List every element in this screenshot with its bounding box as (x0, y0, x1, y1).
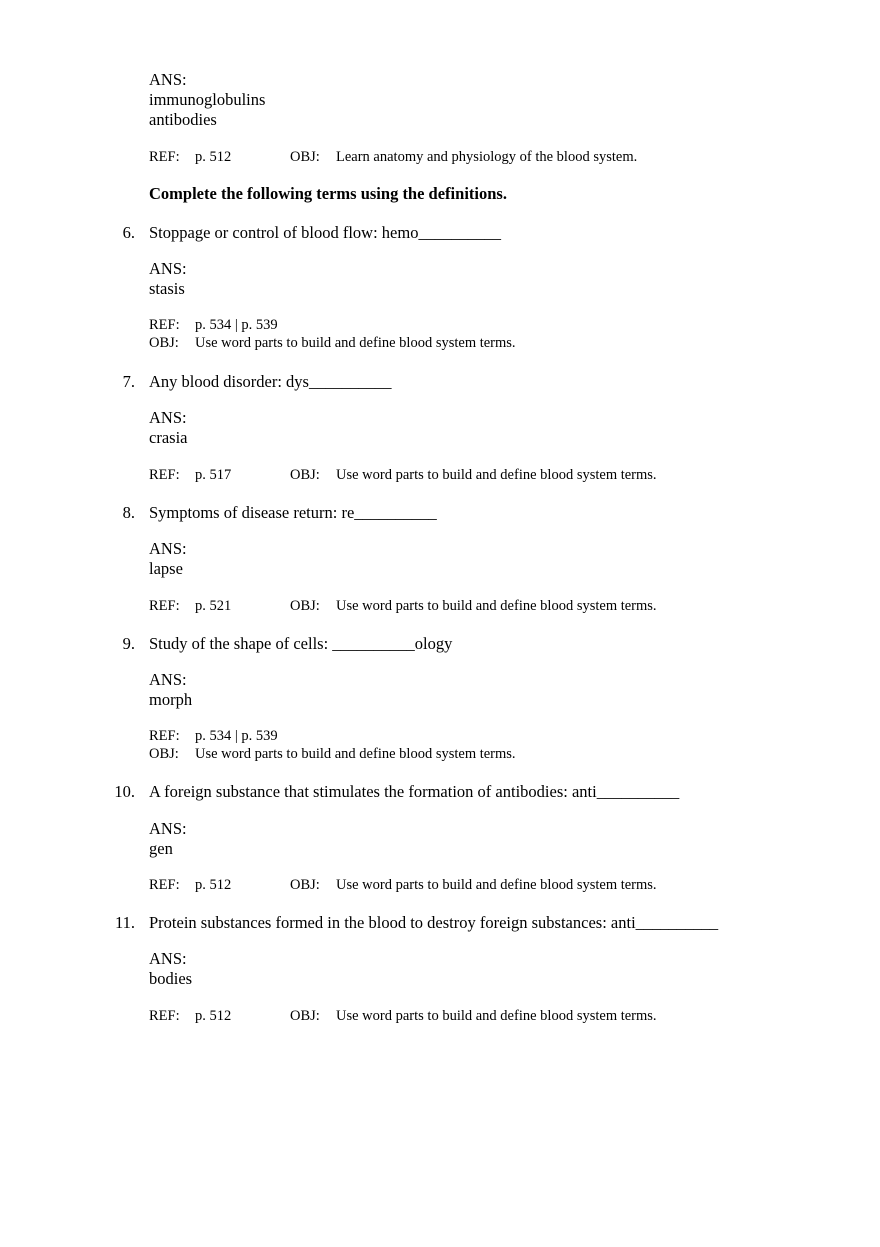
ref-label: REF: (149, 1008, 180, 1024)
obj-label: OBJ: (290, 467, 320, 483)
obj-value: Use word parts to build and define blood system terms. (336, 598, 657, 614)
question-prompt: Protein substances formed in the blood to destroy foreign substances: anti__________ (149, 913, 719, 932)
ref-value: p. 534 | p. 539 (195, 728, 278, 744)
answer-label: ANS: (149, 670, 187, 689)
question-number: 8. (122, 503, 135, 522)
obj-label: OBJ: (149, 335, 179, 351)
question-number: 7. (122, 372, 135, 391)
question-number: 6. (122, 223, 135, 242)
answer-text: gen (149, 839, 173, 858)
ref-label: REF: (149, 467, 180, 483)
section-heading: Complete the following terms using the definitions. (149, 184, 507, 203)
obj-label: OBJ: (290, 877, 320, 893)
answer-label: ANS: (149, 539, 187, 558)
question-prompt: A foreign substance that stimulates the formation of antibodies: anti__________ (149, 782, 680, 801)
answer-text: lapse (149, 559, 183, 578)
obj-label: OBJ: (290, 598, 320, 614)
obj-value: Use word parts to build and define blood system terms. (336, 1008, 657, 1024)
ref-label: REF: (149, 598, 180, 614)
answer-text: stasis (149, 279, 185, 298)
obj-value: Use word parts to build and define blood system terms. (336, 877, 657, 893)
ref-label: REF: (149, 877, 180, 893)
question-prompt: Symptoms of disease return: re__________ (149, 503, 437, 522)
ref-label: REF: (149, 317, 180, 333)
question-number: 11. (114, 913, 135, 932)
obj-value: Use word parts to build and define blood system terms. (195, 335, 516, 351)
obj-label: OBJ: (149, 746, 179, 762)
question-number: 9. (122, 634, 135, 653)
obj-label: OBJ: (290, 149, 320, 165)
answer-text: bodies (149, 969, 193, 988)
obj-label: OBJ: (290, 1008, 320, 1024)
answer-label: ANS: (149, 259, 187, 278)
answer-text: antibodies (149, 110, 217, 129)
answer-text: immunoglobulins (149, 90, 266, 109)
question-number: 10. (114, 782, 135, 801)
ref-value: p. 517 (195, 467, 232, 483)
answer-label: ANS: (149, 819, 187, 838)
question-prompt: Stoppage or control of blood flow: hemo__________ (149, 223, 501, 242)
answer-text: morph (149, 690, 193, 709)
answer-label: ANS: (149, 408, 187, 427)
answer-label: ANS: (149, 949, 187, 968)
ref-value: p. 521 (195, 598, 232, 614)
question-prompt: Study of the shape of cells: __________ology (149, 634, 453, 653)
ref-value: p. 512 (195, 877, 232, 893)
ref-label: REF: (149, 728, 180, 744)
answer-text: crasia (149, 428, 188, 447)
ref-value: p. 512 (195, 149, 232, 165)
obj-value: Use word parts to build and define blood system terms. (195, 746, 516, 762)
ref-value: p. 534 | p. 539 (195, 317, 278, 333)
question-prompt: Any blood disorder: dys__________ (149, 372, 392, 391)
ref-label: REF: (149, 149, 180, 165)
ref-value: p. 512 (195, 1008, 232, 1024)
obj-value: Use word parts to build and define blood system terms. (336, 467, 657, 483)
obj-value: Learn anatomy and physiology of the blood system. (336, 149, 638, 165)
answer-label: ANS: (149, 70, 187, 89)
